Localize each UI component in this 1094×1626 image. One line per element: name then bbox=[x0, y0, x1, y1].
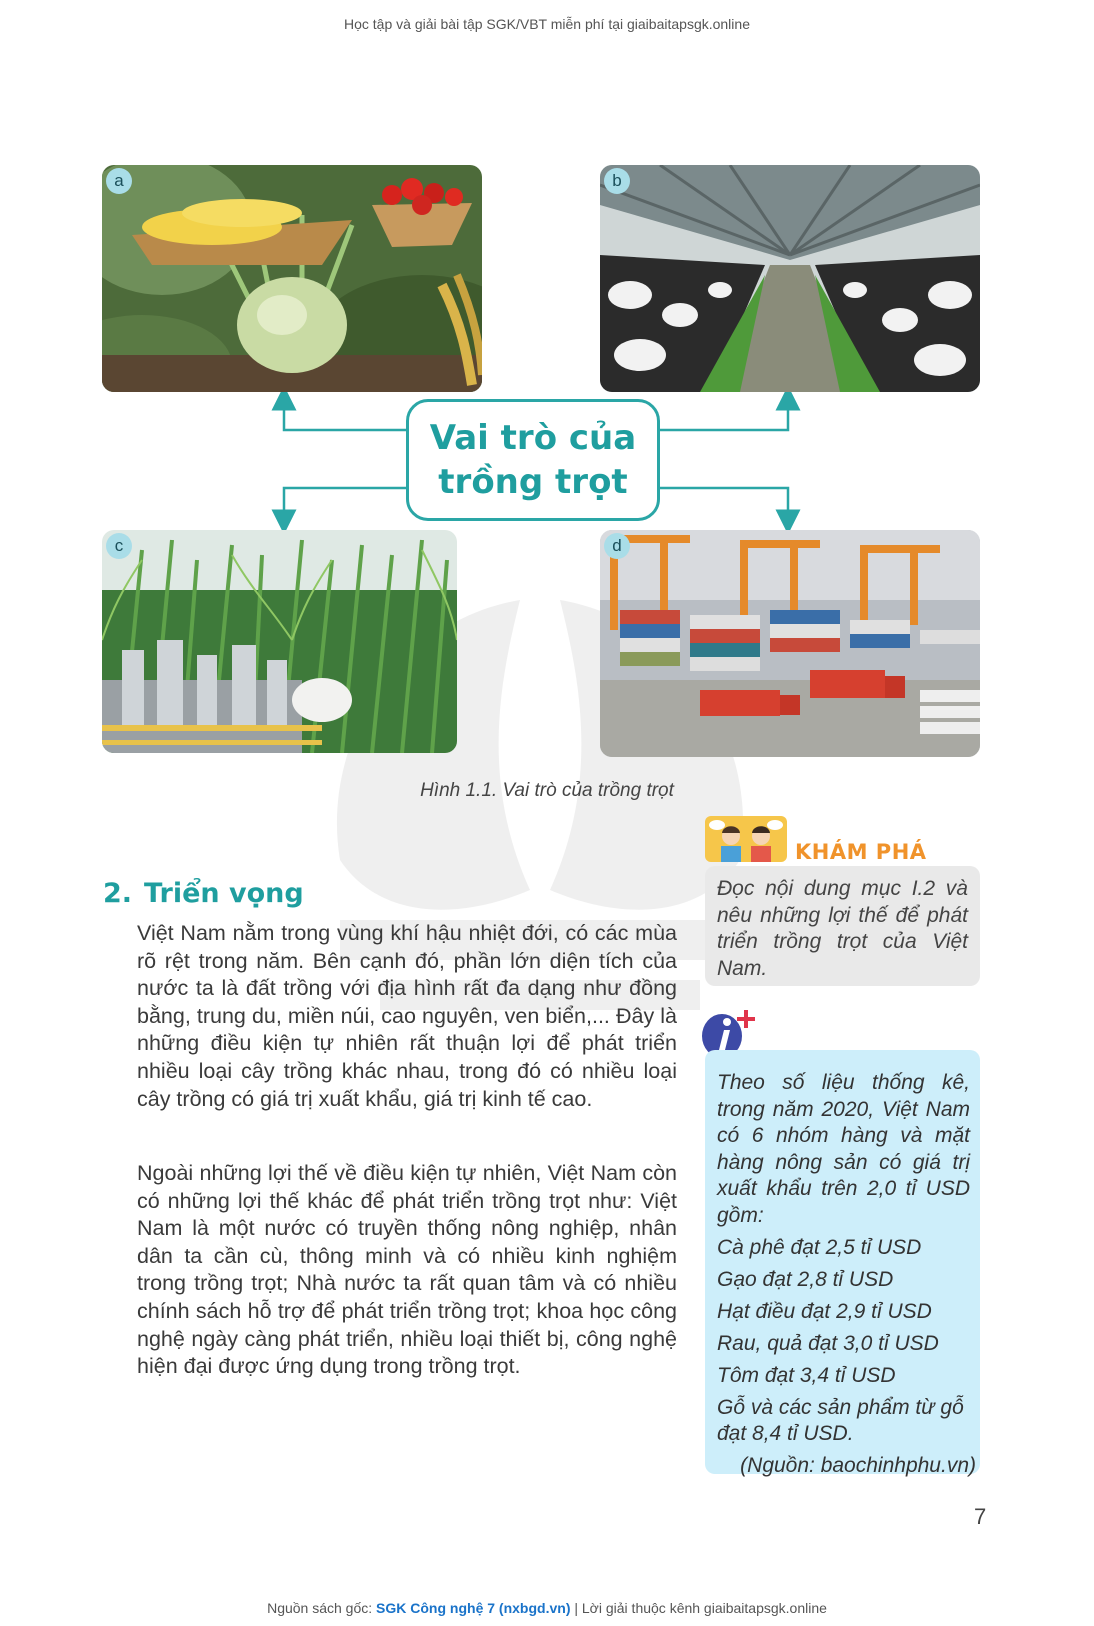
section-title: Triển vọng bbox=[144, 878, 304, 909]
panel-badge-a: a bbox=[106, 168, 132, 194]
photo-dairy-farm bbox=[600, 165, 980, 392]
footer-book-link[interactable]: SGK Công nghệ 7 (nxbgd.vn) bbox=[376, 1600, 571, 1616]
info-item: Tôm đạt 3,4 tỉ USD bbox=[717, 1364, 896, 1387]
figure-caption: Hình 1.1. Vai trò của trồng trọt bbox=[420, 780, 674, 801]
panel-badge-c: c bbox=[106, 533, 132, 559]
info-item: Gạo đạt 2,8 tỉ USD bbox=[717, 1268, 894, 1291]
explore-text: Đọc nội dung mục I.2 và nêu những lợi thế để phát triển trồng trọt của Việt Nam. bbox=[717, 877, 968, 980]
info-intro: Theo số liệu thống kê, trong năm 2020, Việt Nam có 6 nhóm hàng và mặt hàng nông sản có giá trị xuất khẩu trên 2,0 tỉ USD gồm: bbox=[717, 1071, 970, 1227]
body-paragraph-2: Ngoài những lợi thế về điều kiện tự nhiên, Việt Nam còn có những lợi thế khác để phát triển trồng trọt như: Việt Nam là một nước có truyền thống nông nghiệp, nhân dân ta cần cù, thông minh và có nhiều kinh nghiệm trong trồng trọt; Nhà nước ta rất quan tâm và có nhiều chính sách hỗ trợ để phát triển trồng trọt; khoa học công nghệ ngày càng phát triển, nhiều loại thiết bị, công nghệ hiện đại được ứng dụng trong trồng trọt. bbox=[137, 1161, 677, 1379]
diagram-center-title: Vai trò của trồng trọt bbox=[429, 418, 637, 502]
info-source: (Nguồn: baochinhphu.vn) bbox=[740, 1454, 976, 1477]
photo-container-port bbox=[600, 530, 980, 757]
page-header-text: Học tập và giải bài tập SGK/VBT miễn phí tại giaibaitapsgk.online bbox=[344, 16, 750, 32]
info-item: Hạt điều đạt 2,9 tỉ USD bbox=[717, 1300, 932, 1323]
info-item: Cà phê đạt 2,5 tỉ USD bbox=[717, 1236, 922, 1259]
page-number: 7 bbox=[974, 1504, 987, 1529]
section-number: 2. bbox=[103, 878, 133, 909]
info-item: Rau, quả đạt 3,0 tỉ USD bbox=[717, 1332, 939, 1355]
photo-crops bbox=[102, 165, 482, 392]
explore-box bbox=[705, 866, 980, 986]
info-box bbox=[705, 1050, 980, 1477]
panel-badge-b: b bbox=[604, 168, 630, 194]
body-paragraph-1: Việt Nam nằm trong vùng khí hậu nhiệt đới, có các mùa rõ rệt trong năm. Bên cạnh đó, phần lớn diện tích của nước ta là đất trồng với địa hình rất đa dạng như đồng bằng, trung du, miền núi, cao nguyên, ven biển,... Đây là những điều kiện tự nhiên rất thuận lợi để phát triển nhiều loại cây trồng khác nhau, trong đó có nhiều loại cây trồng có giá trị xuất khẩu, giá trị kinh tế cao. bbox=[137, 921, 677, 1111]
two-students-icon bbox=[705, 816, 787, 862]
footer-prefix: Nguồn sách gốc: bbox=[267, 1600, 377, 1616]
info-item: Gỗ và các sản phẩm từ gỗ đạt 8,4 tỉ USD. bbox=[717, 1396, 964, 1445]
section-heading bbox=[103, 878, 304, 909]
diagram-center-node bbox=[406, 399, 660, 521]
photo-sugarcane-factory bbox=[102, 530, 457, 753]
page-footer bbox=[0, 1600, 1094, 1616]
footer-suffix: | Lời giải thuộc kênh giaibaitapsgk.online bbox=[570, 1600, 827, 1616]
panel-badge-d: d bbox=[604, 533, 630, 559]
explore-label: KHÁM PHÁ bbox=[795, 840, 927, 864]
